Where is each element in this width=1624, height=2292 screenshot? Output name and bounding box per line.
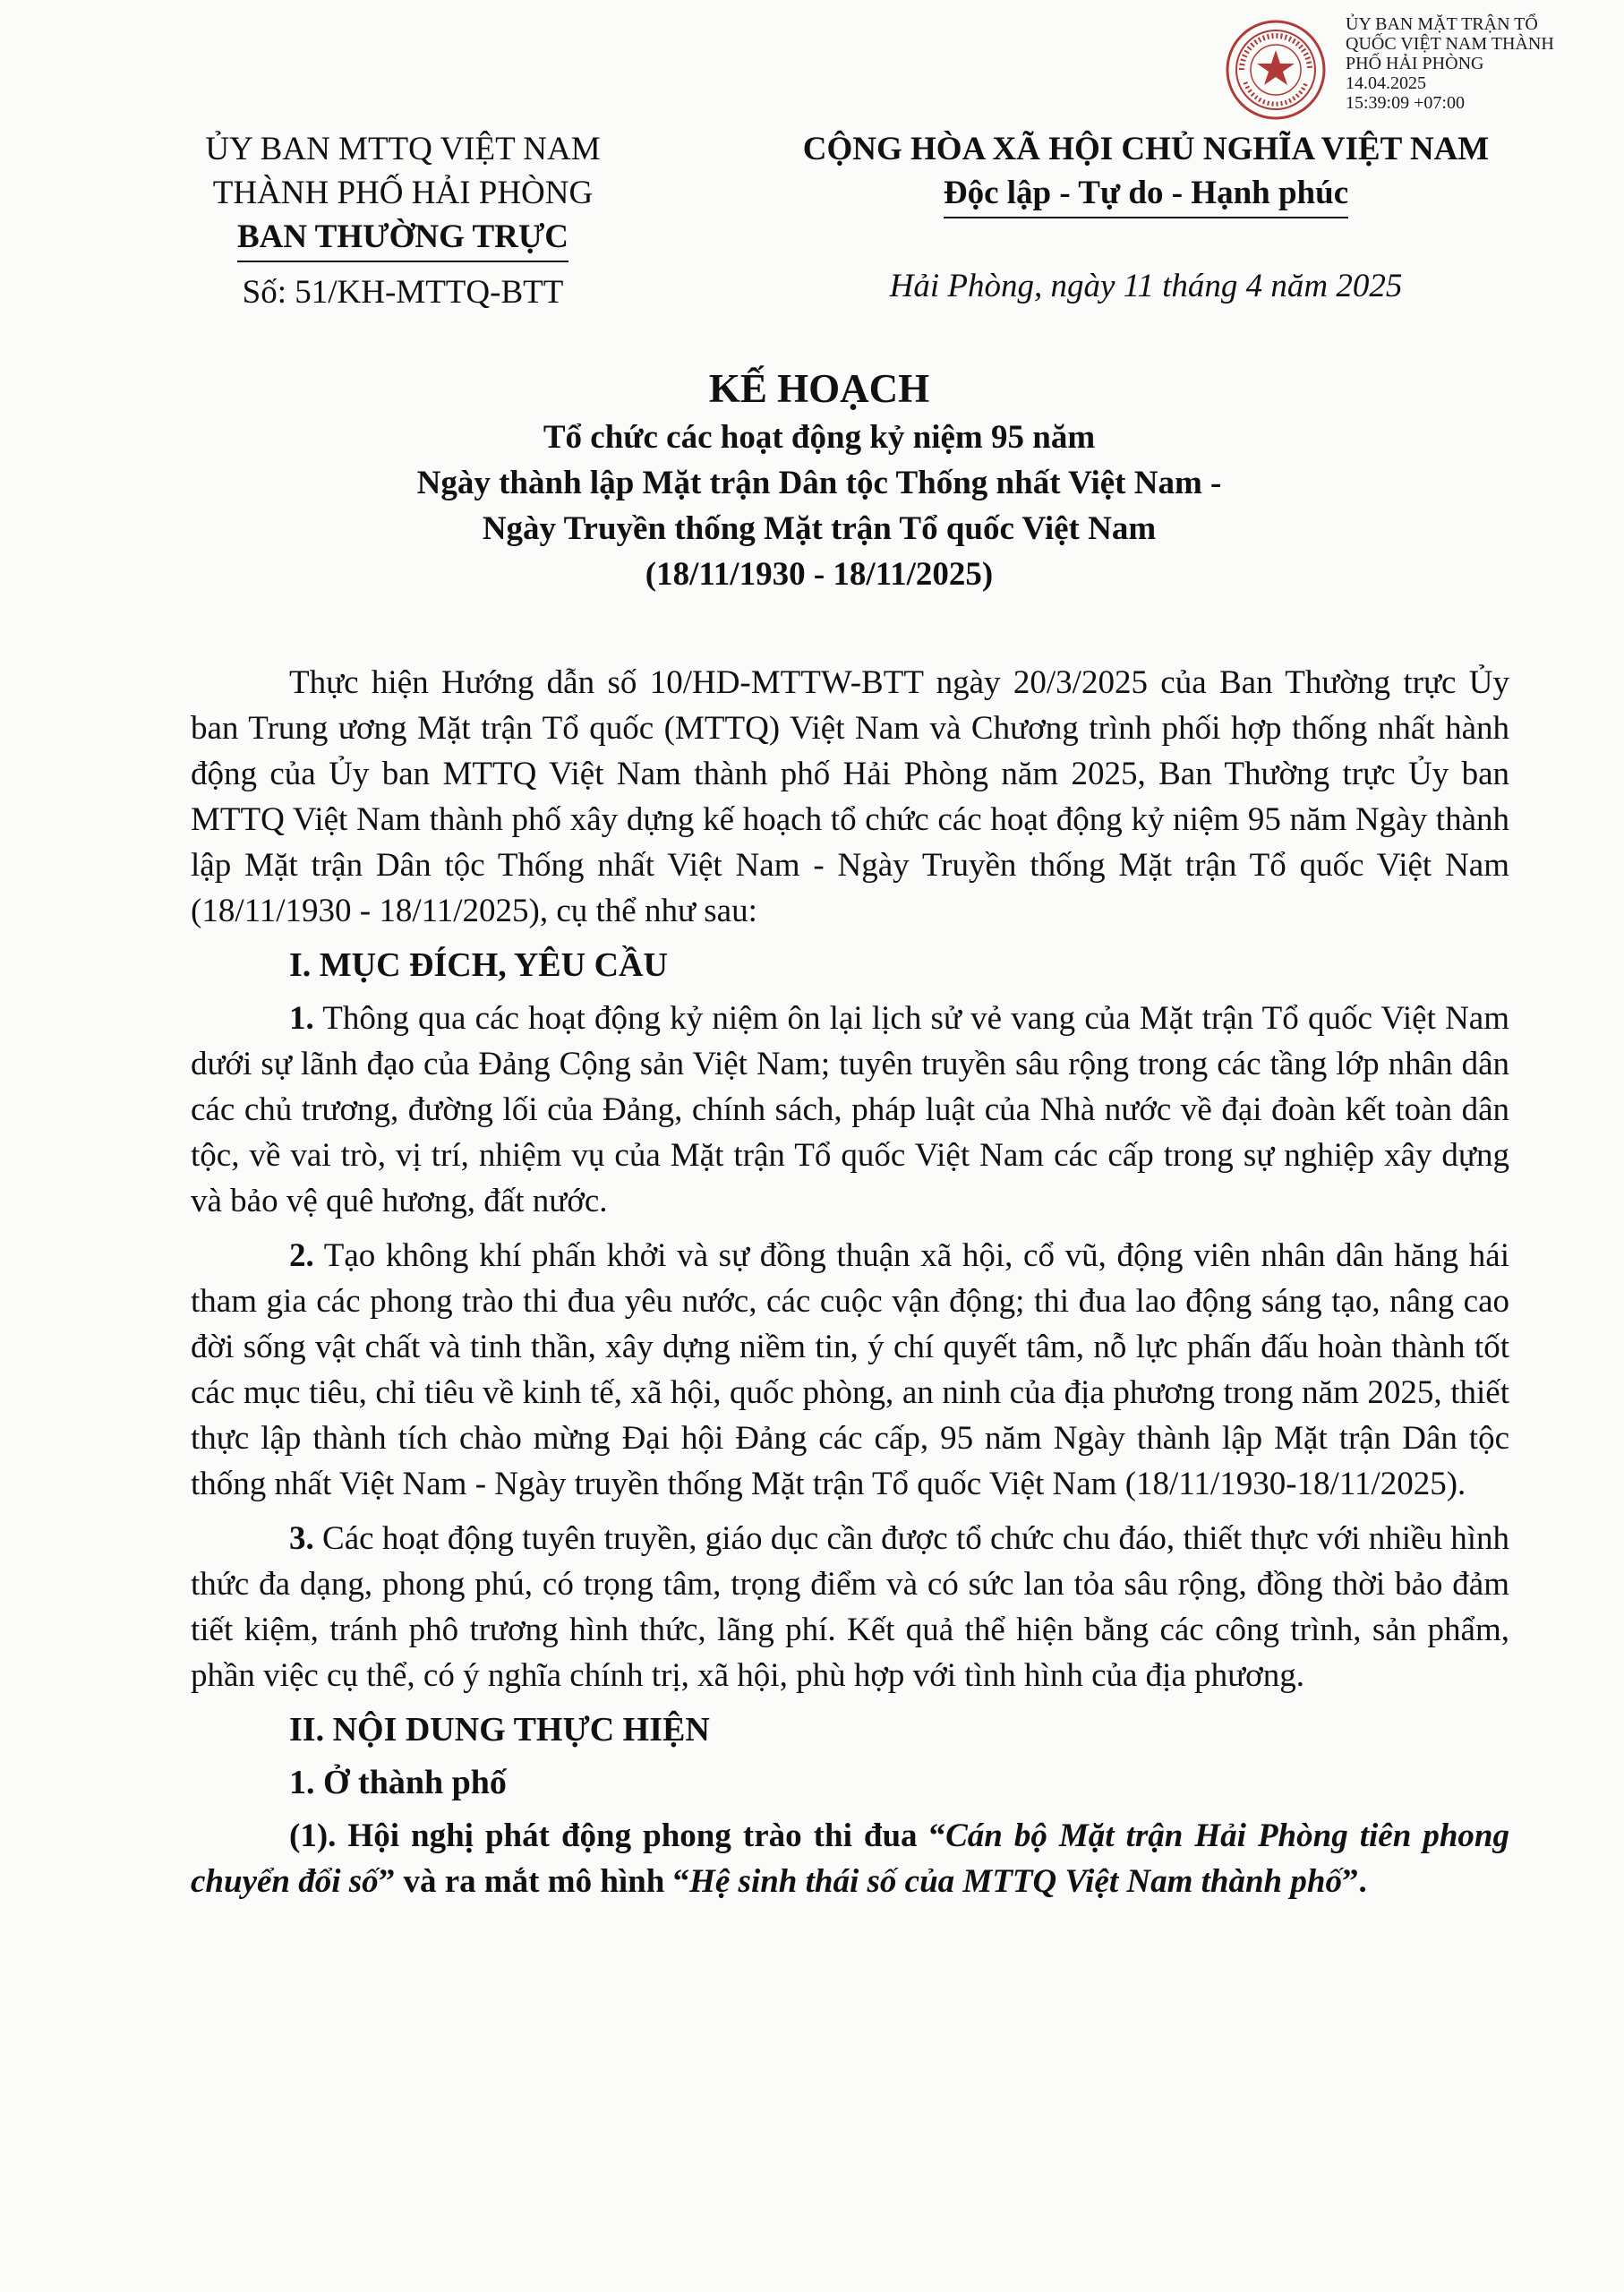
signature-line: PHỐ HẢI PHÒNG bbox=[1346, 54, 1484, 73]
paragraph-number: 3. bbox=[289, 1520, 314, 1557]
paragraph-number: 1. bbox=[289, 1000, 314, 1037]
title-line-4: (18/11/1930 - 18/11/2025) bbox=[645, 556, 994, 593]
paragraph-1 bbox=[191, 996, 1509, 1224]
item-text: (1). Hội nghị phát động phong trào thi đua “ bbox=[289, 1817, 946, 1854]
issuing-organization bbox=[179, 127, 627, 262]
item-text: ”. bbox=[1341, 1863, 1367, 1900]
subsection-heading: 1. Ở thành phố bbox=[289, 1764, 507, 1801]
signature-line: ỦY BAN MẶT TRẬN TỔ bbox=[1346, 14, 1538, 34]
paragraph-text: Các hoạt động tuyên truyền, giáo dục cần được tổ chức chu đáo, thiết thực với nhiều hình thức đa dạng, phong phú, có trọng tâm, trọng điểm và có sức lan tỏa sâu rộng, đồng thời bảo đảm tiết kiệm, tránh phô trương hình thức, lãng phí. Kết quả thể hiện bằng các công trình, sản phẩm, phần việc cụ thể, có ý nghĩa chính trị, xã hội, phù hợp với tình hình của địa phương. bbox=[191, 1520, 1509, 1694]
org-line-3: BAN THƯỜNG TRỰC bbox=[237, 215, 568, 262]
item-text: ” và ra mắt mô hình “ bbox=[378, 1863, 690, 1900]
document-date: Hải Phòng, ngày 11 tháng 4 năm 2025 bbox=[889, 268, 1403, 304]
paragraph-number: 2. bbox=[289, 1237, 314, 1274]
national-motto: Độc lập - Tự do - Hạnh phúc bbox=[944, 171, 1348, 218]
paragraph-text: Thông qua các hoạt động kỷ niệm ôn lại lịch sử vẻ vang của Mặt trận Tổ quốc Việt Nam dưới sự lãnh đạo của Đảng Cộng sản Việt Nam; tuyên truyền sâu rộng trong các tầng lớp nhân dân các chủ trương, đường lối của Đảng, chính sách, pháp luật của Nhà nước về đại đoàn kết toàn dân tộc, về vai trò, vị trí, nhiệm vụ của Mặt trận Tổ quốc Việt Nam các cấp trong sự nghiệp xây dựng và bảo vệ quê hương, đất nước. bbox=[191, 1000, 1509, 1219]
signature-date: 14.04.2025 bbox=[1346, 73, 1426, 93]
document-number: Số: 51/KH-MTTQ-BTT bbox=[242, 274, 564, 311]
title-line-3: Ngày Truyền thống Mặt trận Tổ quốc Việt Nam bbox=[482, 510, 1157, 547]
paragraph-3 bbox=[191, 1516, 1509, 1698]
org-line-2: THÀNH PHỐ HẢI PHÒNG bbox=[212, 175, 594, 211]
red-seal-icon bbox=[1224, 18, 1328, 122]
nation-name: CỘNG HÒA XÃ HỘI CHỦ NGHĨA VIỆT NAM bbox=[802, 131, 1490, 167]
intro-paragraph: Thực hiện Hướng dẫn số 10/HD-MTTW-BTT ngày 20/3/2025 của Ban Thường trực Ủy ban Trung ương Mặt trận Tổ quốc (MTTQ) Việt Nam và Chương trình phối hợp thống nhất hành động của Ủy ban MTTQ Việt Nam thành phố Hải Phòng năm 2025, Ban Thường trực Ủy ban MTTQ Việt Nam thành phố xây dựng kế hoạch tổ chức các hoạt động kỷ niệm 95 năm Ngày thành lập Mặt trận Dân tộc Thống nhất Việt Nam - Ngày Truyền thống Mặt trận Tổ quốc Việt Nam (18/11/1930 - 18/11/2025), cụ thể như sau: bbox=[191, 664, 1509, 929]
title-main: KẾ HOẠCH bbox=[708, 366, 930, 411]
digital-signature-text bbox=[1346, 14, 1614, 113]
item-1 bbox=[191, 1813, 1509, 1904]
signature-line: QUỐC VIỆT NAM THÀNH bbox=[1346, 34, 1554, 54]
section-heading-1: I. MỤC ĐÍCH, YÊU CẦU bbox=[289, 946, 668, 984]
document-title bbox=[179, 363, 1459, 597]
section-heading-2: II. NỘI DUNG THỰC HIỆN bbox=[289, 1711, 710, 1749]
title-line-2: Ngày thành lập Mặt trận Dân tộc Thống nhất Việt Nam - bbox=[416, 465, 1222, 501]
title-line-1: Tổ chức các hoạt động kỷ niệm 95 năm bbox=[543, 419, 1096, 456]
signature-time: 15:39:09 +07:00 bbox=[1346, 93, 1465, 113]
org-line-1: ỦY BAN MTTQ VIỆT NAM bbox=[205, 131, 601, 167]
document-body bbox=[191, 660, 1509, 1913]
paragraph-2 bbox=[191, 1233, 1509, 1507]
item-italic-text: Hệ sinh thái số của MTTQ Việt Nam thành phố bbox=[689, 1863, 1342, 1900]
item-italic-text: Cán bộ Mặt trận Hải Phòng tiên phong chuyển đổi số bbox=[191, 1817, 1509, 1900]
national-header bbox=[698, 127, 1594, 218]
paragraph-text: Tạo không khí phấn khởi và sự đồng thuận xã hội, cổ vũ, động viên nhân dân hăng hái tham gia các phong trào thi đua yêu nước, các cuộc vận động; thi đua lao động sáng tạo, nâng cao đời sống vật chất và tinh thần, xây dựng niềm tin, ý chí quyết tâm, nỗ lực phấn đấu hoàn thành tốt các mục tiêu, chỉ tiêu về kinh tế, xã hội, quốc phòng, an ninh của địa phương trong năm 2025, thiết thực lập thành tích chào mừng Đại hội Đảng các cấp, 95 năm Ngày thành lập Mặt trận Dân tộc thống nhất Việt Nam - Ngày truyền thống Mặt trận Tổ quốc Việt Nam (18/11/1930-18/11/2025). bbox=[191, 1237, 1509, 1502]
